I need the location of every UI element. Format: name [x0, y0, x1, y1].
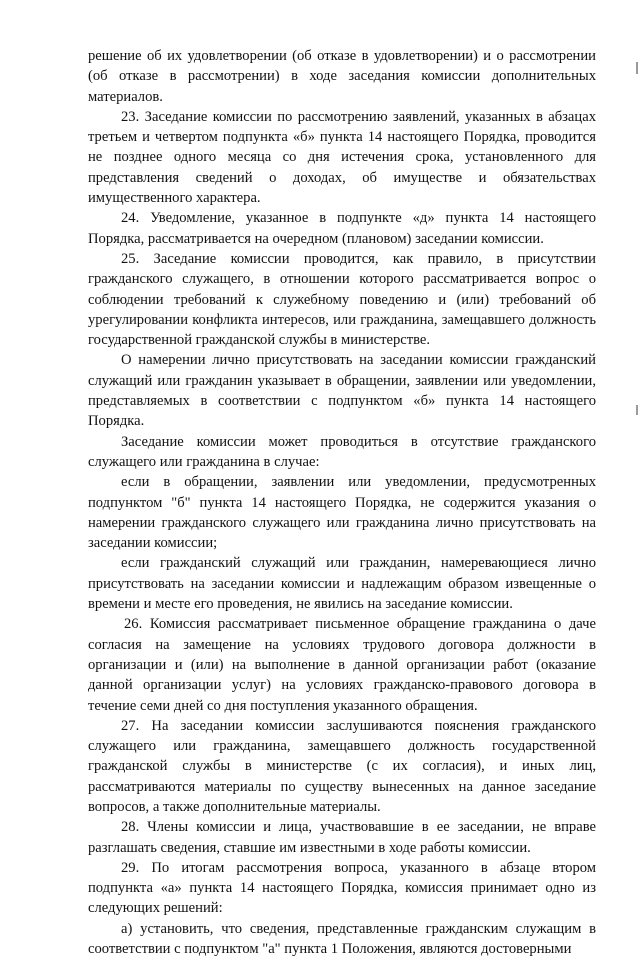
paragraph-25-case-1: если в обращении, заявлении или уведомлении, предусмотренных подпунктом "б" пункта 14 настоящего Порядка, не содержится указания о намерении гражданского служащего или гражданина лично присутствовать на заседании комиссии; [88, 474, 596, 552]
paragraph-24: 24. Уведомление, указанное в подпункте «д» пункта 14 настоящего Порядка, рассматривается на очередном (плановом) заседании комиссии. [88, 210, 596, 247]
paragraph-25-intent: О намерении лично присутствовать на заседании комиссии гражданский служащий или гражданин указывает в обращении, заявлении или уведомлении, представляемых в соответствии с подпунктом «б» пункта 14 настоящего Порядка. [88, 352, 596, 430]
paragraph-23: 23. Заседание комиссии по рассмотрению заявлений, указанных в абзацах третьем и четвертом подпункта «б» пункта 14 настоящего Порядка, проводится не позднее одного месяца со дня истечения срока, установленного для представления сведений о доходах, об имуществе и обязательствах имущественного характера. [88, 108, 596, 207]
paragraph-29-a: а) установить, что сведения, представленные гражданским служащим в соответствии с подпунктом "а" пункта 1 Положения, являются достоверными [88, 920, 596, 958]
paragraph-25-case-2: если гражданский служащий или гражданин, намеревающиеся лично присутствовать на заседании комиссии и надлежащим образом извещенные о времени и месте его проведения, не явились на заседание комиссии. [88, 555, 596, 613]
paragraph-continuation: решение об их удовлетворении (об отказе в удовлетворении) и о рассмотрении (об отказе в рассмотрении) в ходе заседания комиссии дополнительных материалов. [88, 48, 596, 105]
paragraph-28: 28. Члены комиссии и лица, участвовавшие в ее заседании, не вправе разглашать сведения, ставшие им известными в ходе работы комиссии. [88, 819, 596, 856]
paragraph-27: 27. На заседании комиссии заслушиваются пояснения гражданского служащего или гражданина, замещавшего должность государственной гражданской службы в министерстве (с их согласия), и иных лиц, рассматриваются материалы по существу вынесенных на данное заседание вопросов, а также дополнительные материалы. [88, 717, 596, 815]
paragraph-29: 29. По итогам рассмотрения вопроса, указанного в абзаце втором подпункта «а» пункта 14 настоящего Порядка, комиссия принимает одно из следующих решений: [88, 859, 596, 917]
scan-edge-mark-middle [636, 405, 638, 415]
document-page [88, 46, 596, 959]
paragraph-25: 25. Заседание комиссии проводится, как правило, в присутствии гражданского служащего, в отношении которого рассматривается вопрос о соблюдении требований к служебному поведению и (или) требований об урегулировании конфликта интересов, или гражданина, замещавшего должность государственной гражданской службы в министерстве. [88, 250, 596, 349]
paragraph-25-absence: Заседание комиссии может проводиться в отсутствие гражданского служащего или гражданина в случае: [88, 433, 596, 470]
paragraph-26: 26. Комиссия рассматривает письменное обращение гражданина о даче согласия на замещение на условиях трудового договора должности в организации и (или) на выполнение в данной организации работ (оказание данной организации услуг) на условиях гражданско-правового договора в течение семи дней со дня поступления указанного обращения. [88, 616, 596, 714]
scan-edge-mark-top [636, 62, 638, 74]
